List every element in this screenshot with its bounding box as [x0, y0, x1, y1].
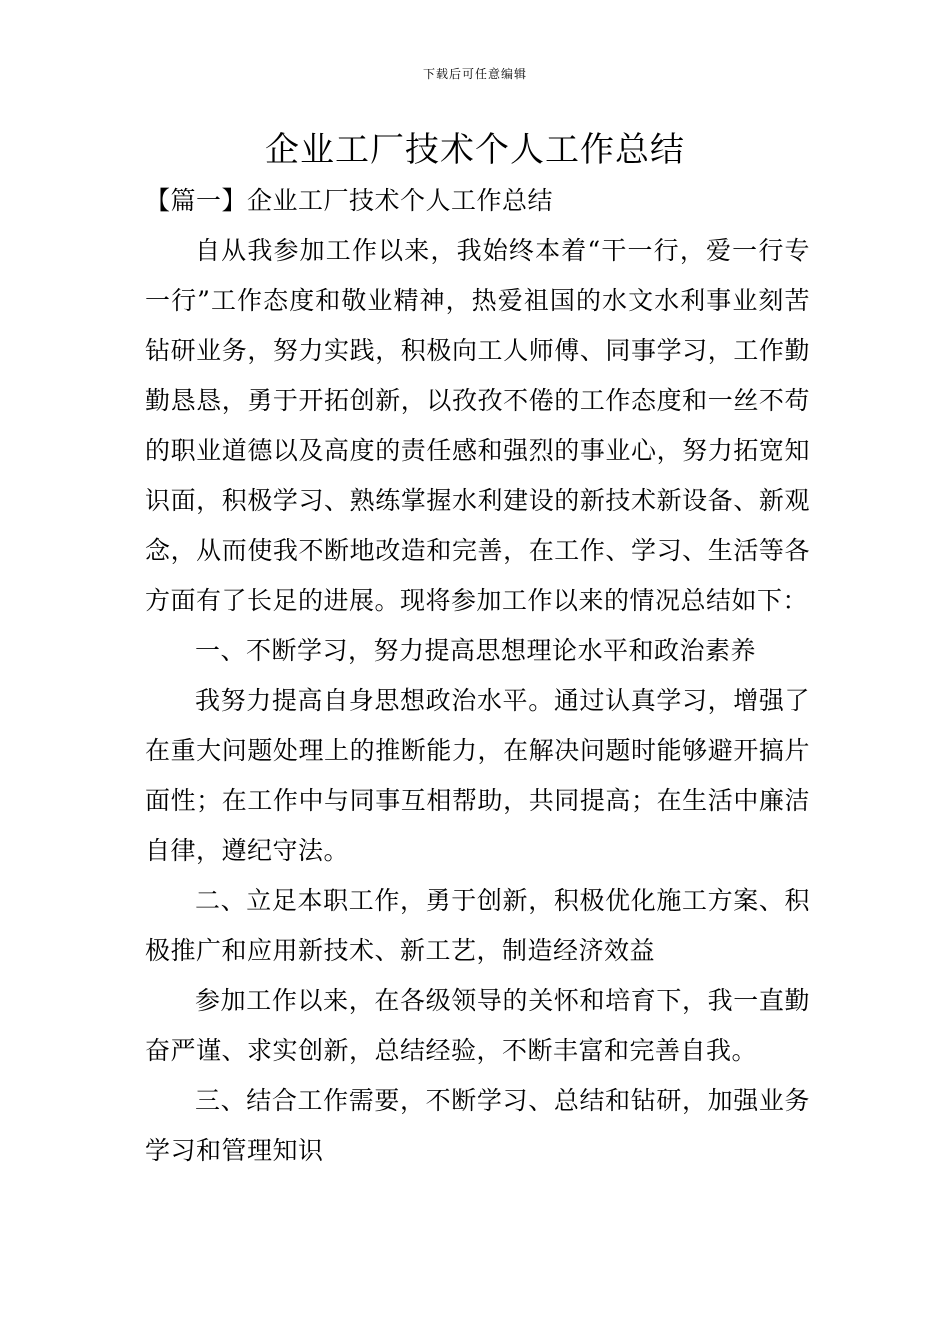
document-title: 企业工厂技术个人工作总结 — [265, 130, 685, 170]
paragraph-1: 我努力提高自身思想政治水平。通过认真学习，增强了在重大问题处理上的推断能力，在解决问题时能够避开搞片面性；在工作中与同事互相帮助，共同提高；在生活中廉洁自律，遵纪守法。 — [145, 686, 810, 865]
section-heading-2: 二、立足本职工作，勇于创新，积极优化施工方案、积极推广和应用新技术、新工艺，制造经济效益 — [145, 886, 810, 965]
section-subheading: 【篇一】企业工厂技术个人工作总结 — [145, 186, 554, 215]
document-body — [145, 176, 810, 1176]
section-heading-1: 一、不断学习，努力提高思想理论水平和政治素养 — [195, 636, 757, 665]
header-note: 下载后可任意编辑 — [422, 67, 527, 81]
paragraph-2: 参加工作以来，在各级领导的关怀和培育下，我一直勤奋严谨、求实创新，总结经验，不断丰富和完善自我。 — [145, 986, 810, 1065]
section-heading-3: 三、结合工作需要，不断学习、总结和钻研，加强业务学习和管理知识 — [145, 1086, 810, 1165]
paragraph-intro: 自从我参加工作以来，我始终本着“干一行，爱一行专一行”工作态度和敬业精神，热爱祖国的水文水利事业刻苦钻研业务，努力实践，积极向工人师傅、同事学习，工作勤勤恳恳，勇于开拓创新，以孜孜不倦的工作态度和一丝不苟的职业道德以及高度的责任感和强烈的事业心，努力拓宽知识面，积极学习、熟练掌握水利建设的新技术新设备、新观念，从而使我不断地改造和完善，在工作、学习、生活等各方面有了长足的进展。现将参加工作以来的情况总结如下： — [145, 236, 810, 615]
